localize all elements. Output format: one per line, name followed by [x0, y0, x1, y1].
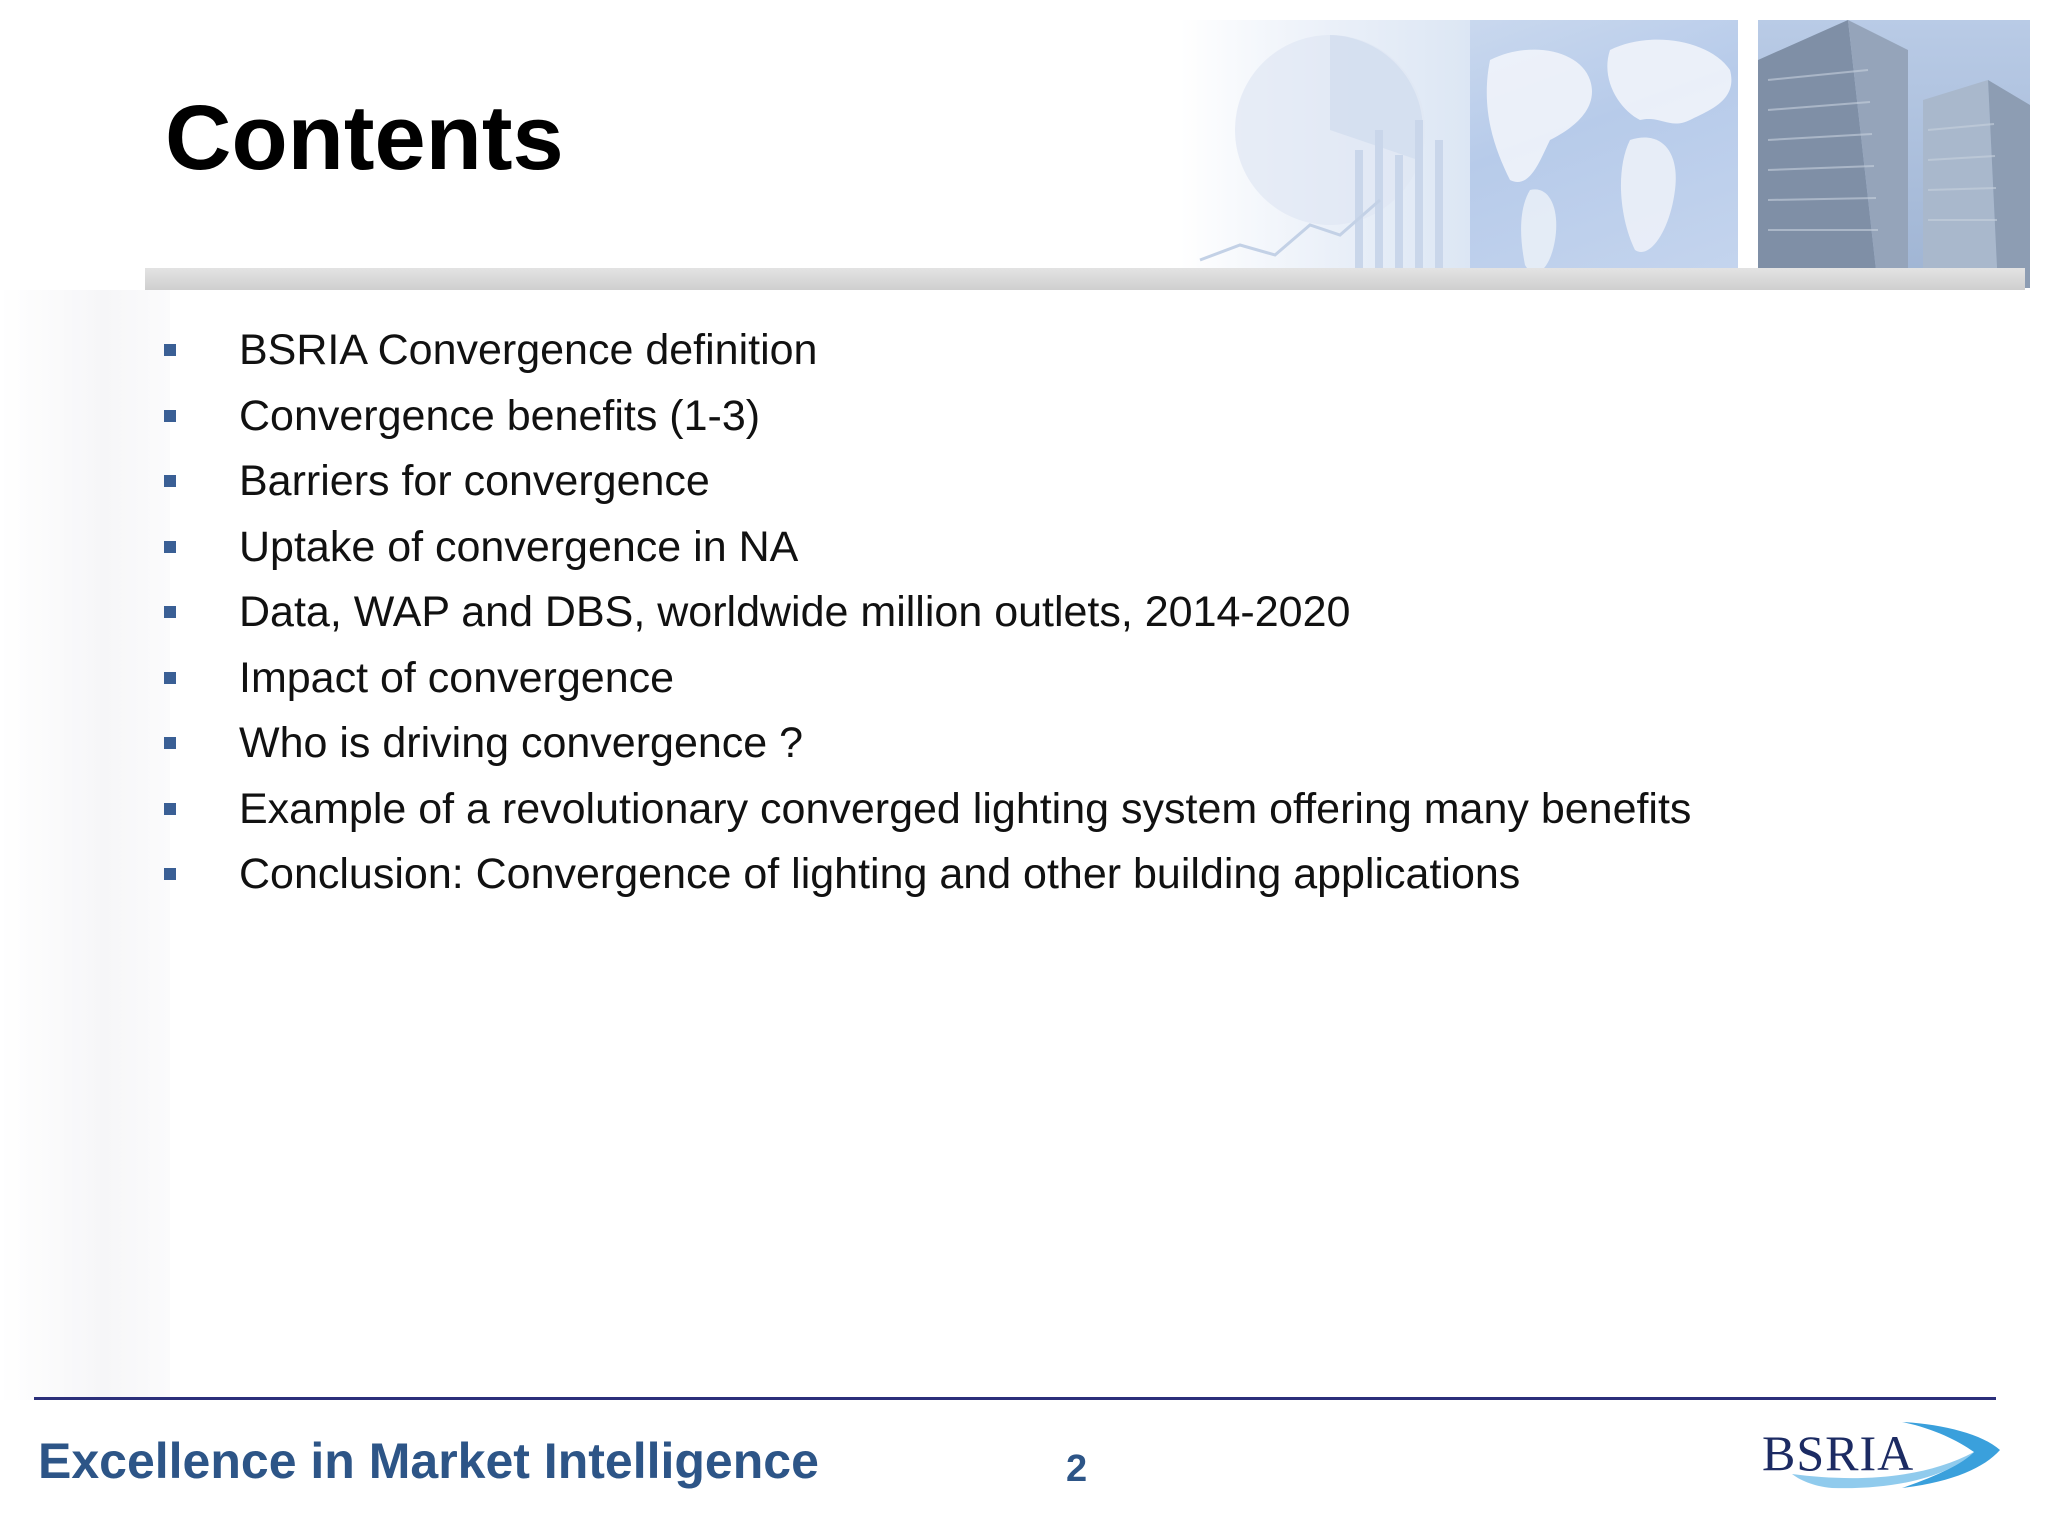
list-item-text: Data, WAP and DBS, worldwide million outlets, 2014-2020	[239, 588, 1351, 636]
square-bullet-icon	[164, 344, 176, 356]
list-item-text: Who is driving convergence ?	[239, 719, 804, 767]
square-bullet-icon	[164, 475, 176, 487]
footer-tagline: Excellence in Market Intelligence	[38, 1433, 819, 1489]
list-item-text: BSRIA Convergence definition	[239, 326, 818, 374]
world-map-graphic	[1470, 20, 1738, 288]
faded-chart-graphic	[1180, 20, 1470, 288]
list-item-text: Example of a revolutionary converged lighting system offering many benefits	[239, 784, 1692, 833]
header-image-strip	[1180, 20, 2030, 288]
background-shade	[0, 290, 170, 1400]
square-bullet-icon	[164, 606, 176, 618]
square-bullet-icon	[164, 541, 176, 553]
list-item-text: Uptake of convergence in NA	[239, 522, 799, 571]
square-bullet-icon	[164, 737, 176, 749]
square-bullet-icon	[164, 868, 176, 880]
list-item-text: Conclusion: Convergence of lighting and other building applications	[239, 850, 1521, 898]
list-item-text: Barriers for convergence	[239, 457, 710, 505]
header-divider-bar	[145, 268, 2025, 290]
page-number: 2	[1066, 1448, 1088, 1490]
bsria-logo	[1752, 1416, 2004, 1492]
world-map-image	[1470, 20, 1738, 288]
faded-chart-image	[1180, 20, 1470, 288]
logo-wordmark: BSRIA	[1762, 1425, 1915, 1481]
footer-divider	[34, 1397, 1996, 1400]
skyscraper-image	[1758, 20, 2030, 288]
square-bullet-icon	[164, 672, 176, 684]
square-bullet-icon	[164, 803, 176, 815]
square-bullet-icon	[164, 410, 176, 422]
skyscraper-graphic	[1758, 20, 2030, 288]
list-item-text: Impact of convergence	[239, 653, 675, 702]
slide-title: Contents	[165, 87, 564, 189]
list-item-text: Convergence benefits (1-3)	[239, 391, 761, 440]
